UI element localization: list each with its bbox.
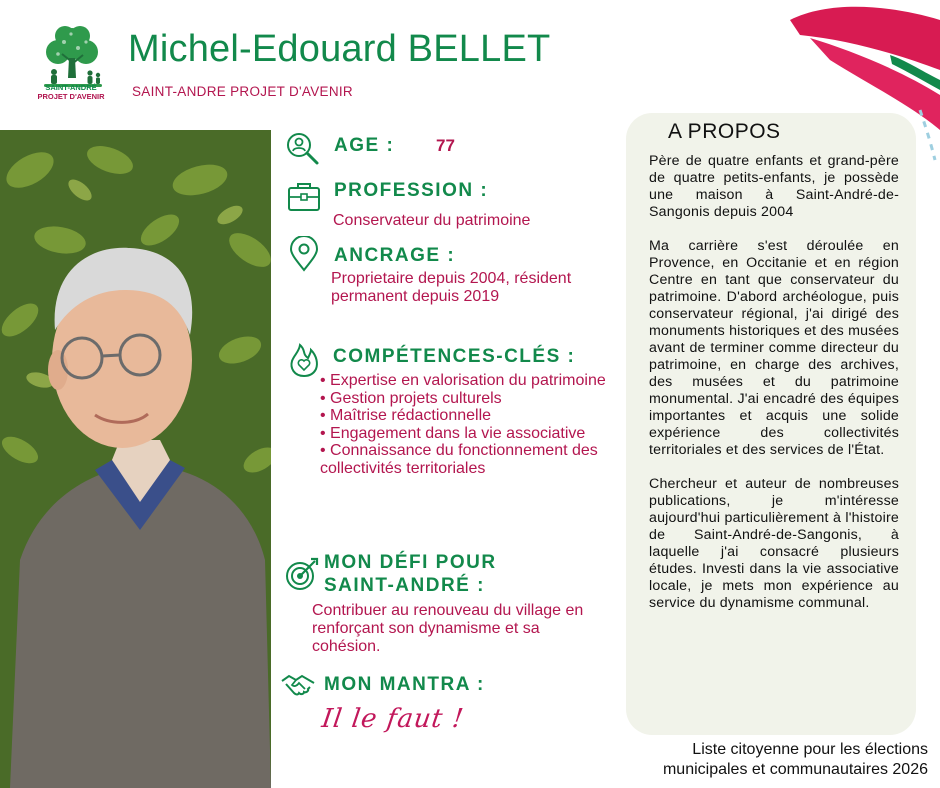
briefcase-icon (286, 178, 322, 214)
apropos-text (649, 153, 899, 629)
profession-value: Conservateur du patrimoine (333, 212, 531, 229)
list-item: • Gestion projets culturels (320, 389, 502, 407)
logo-text (30, 84, 112, 101)
apropos-paragraph: Ma carrière s'est déroulée en Provence, en Occitanie et en région Centre en tant que conservateur du patrimoine. D'abord archéologue, puis conservateur régional, j'ai dirigé des monuments historiques et des musées avant de terminer comme directeur du patrimoine, en charge des archives, des musées et du patrimoine monumental. J'ai encadré des équipes importantes et acquis une solide expérience des collectivités territoriales et des services de l'État. (649, 238, 899, 458)
handshake-icon (280, 667, 316, 703)
mantra-value: Il le faut ! (319, 704, 466, 734)
competences-list (320, 372, 630, 477)
age-label: AGE : (334, 135, 395, 156)
candidate-portrait-photo (0, 130, 271, 788)
logo-line-1: SAINT-ANDRÉ (45, 83, 97, 92)
footer-caption (548, 740, 928, 780)
ancrage-value: Proprietaire depuis 2004, résident permanent depuis 2019 (331, 270, 572, 305)
mantra-label: MON MANTRA : (324, 674, 485, 695)
apropos-paragraph: Père de quatre enfants et grand-père de quatre petits-enfants, je possède une maison à Saint-André-de-Sangonis depuis 2004 (649, 153, 899, 220)
list-item: • Connaissance du fonctionnement des collectivités territoriales (320, 442, 598, 477)
age-value: 77 (436, 136, 455, 155)
footer-line-1: Liste citoyenne pour les élections (692, 741, 928, 758)
tagline: SAINT-ANDRE PROJET D'AVENIR (132, 84, 353, 99)
defi-label-line-1: MON DÉFI POUR (324, 552, 497, 573)
defi-label-line-2: SAINT-ANDRÉ : (324, 575, 485, 596)
profession-label: PROFESSION : (334, 180, 489, 201)
ancrage-label: ANCRAGE : (334, 245, 456, 266)
footer-line-2: municipales et communautaires 2026 (662, 761, 928, 778)
defi-value: Contribuer au renouveau du village en renforçant son dynamisme et sa cohésion. (312, 602, 584, 655)
target-icon (284, 556, 320, 592)
apropos-title: A PROPOS (668, 120, 781, 143)
list-item: • Engagement dans la vie associative (320, 424, 586, 442)
competences-label: COMPÉTENCES-CLÉS : (333, 346, 576, 367)
location-pin-icon (286, 236, 322, 272)
person-search-icon (284, 130, 320, 166)
list-item: • Expertise en valorisation du patrimoine (320, 372, 606, 389)
logo-line-2: PROJET D'AVENIR (37, 91, 105, 101)
candidate-name: Michel-Edouard BELLET (128, 28, 551, 70)
apropos-paragraph: Chercheur et auteur de nombreuses publications, je m'intéresse aujourd'hui particulièrement à l'histoire de Saint-André-de-Sangonis, à laquelle j'ai consacré plusieurs études. Investi dans la vie associative locale, je mets mon expérience au service du dynamisme communal. (649, 476, 899, 611)
defi-label (324, 551, 497, 597)
flame-heart-icon (286, 342, 322, 378)
list-item: • Maîtrise rédactionnelle (320, 407, 492, 424)
